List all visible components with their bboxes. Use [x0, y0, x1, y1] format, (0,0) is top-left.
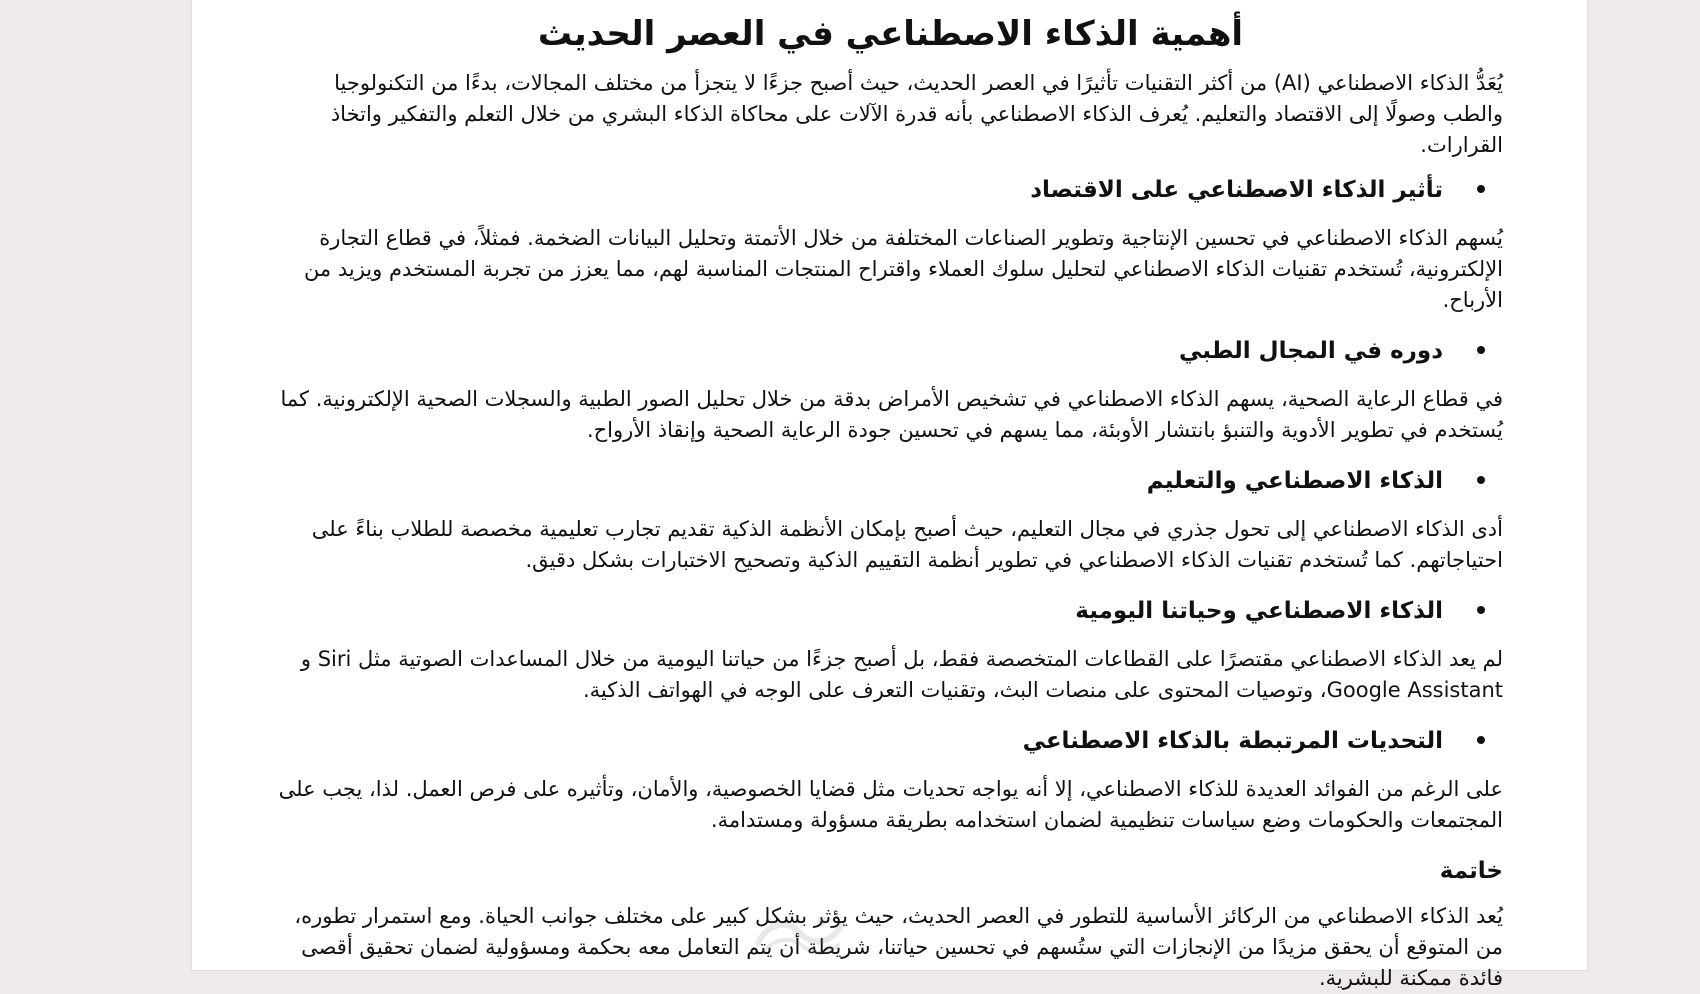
- bullet-icon: [1477, 185, 1485, 193]
- conclusion-paragraph: يُعد الذكاء الاصطناعي من الركائز الأساسية للتطور في العصر الحديث، حيث يؤثر بشكل كبير على مختلف جوانب الحياة. ومع استمرار تطوره، من المتوقع أن يحقق مزيدًا من الإنجازات التي ستُسهم في تحسين حياتنا، شريطة أن يتم التعامل معه بحكمة ومسؤولية لضمان تحقيق أقصى فائدة ممكنة للبشرية.: [294, 904, 1503, 990]
- document-page: [192, 0, 1587, 990]
- bullet-icon: [1477, 476, 1485, 484]
- section-heading: [278, 175, 1503, 205]
- conclusion-heading: خاتمة: [1439, 858, 1503, 884]
- page-title: أهمية الذكاء الاصطناعي في العصر الحديث: [537, 14, 1244, 54]
- section-medical: [278, 336, 1503, 446]
- bullet-icon: [1477, 346, 1485, 354]
- section-challenges: [278, 726, 1503, 836]
- section-heading: [278, 726, 1503, 756]
- section-paragraph: يُسهم الذكاء الاصطناعي في تحسين الإنتاجية وتطوير الصناعات المختلفة من خلال الأتمتة وتحليل البيانات الضخمة. فمثلاً، في قطاع التجارة الإلكترونية، تُستخدم تقنيات الذكاء الاصطناعي لتحليل سلوك العملاء واقتراح المنتجات المناسبة لهم، مما يعزز من تجربة المستخدم ويزيد من الأرباح.: [303, 226, 1503, 312]
- section-paragraph: في قطاع الرعاية الصحية، يسهم الذكاء الاصطناعي في تشخيص الأمراض بدقة من خلال تحليل الصور الطبية والسجلات الصحية الإلكترونية. كما يُستخدم في تطوير الأدوية والتنبؤ بانتشار الأوبئة، مما يسهم في تحسين جودة الرعاية الصحية وإنقاذ الأرواح.: [280, 387, 1503, 442]
- section-heading-text: التحديات المرتبطة بالذكاء الاصطناعي: [1022, 728, 1443, 754]
- section-heading-text: الذكاء الاصطناعي والتعليم: [1146, 468, 1443, 494]
- conclusion-section: [278, 856, 1503, 994]
- section-heading-text: دوره في المجال الطبي: [1179, 338, 1443, 364]
- section-paragraph: على الرغم من الفوائد العديدة للذكاء الاصطناعي، إلا أنه يواجه تحديات مثل قضايا الخصوصية، والأمان، وتأثيره على فرص العمل. لذا، يجب على المجتمعات والحكومات وضع سياسات تنظيمية لضمان استخدامه بطريقة مسؤولة ومستدامة.: [278, 777, 1503, 832]
- section-heading: [278, 596, 1503, 626]
- intro-paragraph: يُعَدُّ الذكاء الاصطناعي (AI) من أكثر التقنيات تأثيرًا في العصر الحديث، حيث أصبح جزءًا لا يتجزأ من مختلف المجالات، بدءًا من التكنولوجيا والطب وصولًا إلى الاقتصاد والتعليم. يُعرف الذكاء الاصطناعي بأنه قدرة الآلات على محاكاة الذكاء البشري من خلال التعلم والتفكير واتخاذ القرارات.: [330, 71, 1503, 157]
- document-content: [278, 12, 1503, 994]
- section-heading-text: تأثير الذكاء الاصطناعي على الاقتصاد: [1030, 177, 1443, 203]
- section-paragraph: أدى الذكاء الاصطناعي إلى تحول جذري في مجال التعليم، حيث أصبح بإمكان الأنظمة الذكية تقديم تجارب تعليمية مخصصة للطلاب بناءً على احتياجاتهم. كما تُستخدم تقنيات الذكاء الاصطناعي في تطوير أنظمة التقييم الذكية وتصحيح الاختبارات بشكل دقيق.: [311, 517, 1503, 572]
- bullet-icon: [1477, 736, 1485, 744]
- section-heading: [278, 336, 1503, 366]
- section-heading: [278, 466, 1503, 496]
- bullet-icon: [1477, 606, 1485, 614]
- section-paragraph: لم يعد الذكاء الاصطناعي مقتصرًا على القطاعات المتخصصة فقط، بل أصبح جزءًا من حياتنا اليومية من خلال المساعدات الصوتية مثل Siri و Google Assistant، وتوصيات المحتوى على منصات البث، وتقنيات التعرف على الوجه في الهواتف الذكية.: [300, 647, 1503, 702]
- section-education: [278, 466, 1503, 576]
- section-daily-life: [278, 596, 1503, 706]
- section-economy: [278, 175, 1503, 316]
- section-heading-text: الذكاء الاصطناعي وحياتنا اليومية: [1075, 598, 1443, 624]
